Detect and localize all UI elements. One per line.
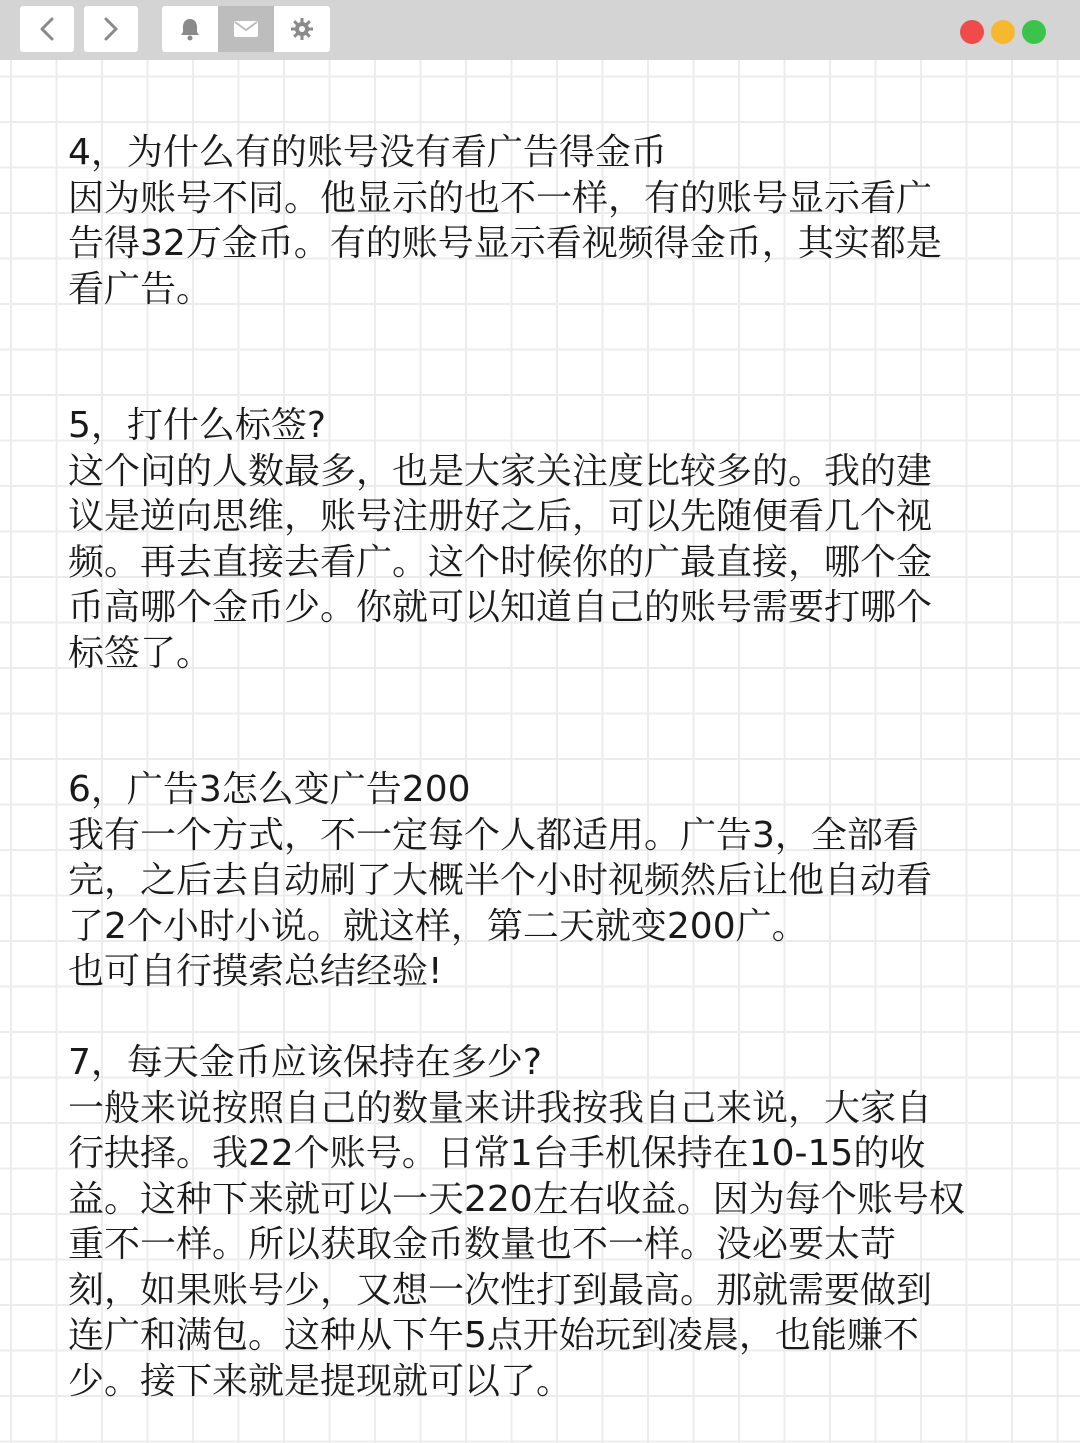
section-title: 6，广告3怎么变广告200 [68, 769, 471, 810]
back-button[interactable] [20, 6, 74, 52]
body-line: 看广告。 [68, 268, 213, 310]
close-window-button[interactable] [960, 20, 984, 44]
note-content [68, 130, 1028, 1404]
gear-icon [290, 17, 314, 41]
body-line: 频。再去直接去看广。这个时候你的广最直接，哪个金 [68, 541, 933, 583]
maximize-window-button[interactable] [1022, 20, 1046, 44]
faq-section-5 [68, 403, 1028, 676]
minimize-window-button[interactable] [991, 20, 1015, 44]
mail-icon [233, 19, 259, 39]
bell-icon [179, 17, 201, 41]
body-line: 一般来说按照自己的数量来讲我按我自己来说，大家自 [68, 1087, 933, 1129]
body-line: 了2个小时小说。就这样，第二天就变200广。 [68, 905, 808, 947]
body-line: 标签了。 [68, 632, 213, 674]
chevron-left-icon [37, 16, 57, 42]
settings-button[interactable] [274, 6, 330, 52]
body-line: 连广和满包。这种从下午5点开始玩到凌晨，也能赚不 [68, 1315, 919, 1356]
tool-group [162, 6, 330, 52]
body-line: 重不一样。所以获取金币数量也不一样。没必要太苛 [68, 1224, 897, 1265]
notifications-button[interactable] [162, 6, 218, 52]
body-line: 这个问的人数最多，也是大家关注度比较多的。我的建 [68, 450, 933, 492]
faq-section-4 [68, 130, 1028, 312]
section-title: 5，打什么标签? [68, 405, 327, 446]
top-toolbar [0, 0, 1080, 60]
body-line: 少。接下来就是提现就可以了。 [68, 1360, 573, 1402]
forward-button[interactable] [84, 6, 138, 52]
body-line: 完，之后去自动刷了大概半个小时视频然后让他自动看 [68, 860, 933, 901]
faq-section-7 [68, 1040, 1028, 1404]
body-line: 告得32万金币。有的账号显示看视频得金币，其实都是 [68, 223, 942, 264]
chevron-right-icon [101, 16, 121, 42]
body-line: 也可自行摸索总结经验! [68, 951, 443, 992]
body-line: 议是逆向思维，账号注册好之后，可以先随便看几个视 [68, 496, 933, 537]
mail-button[interactable] [218, 6, 274, 52]
window-controls [960, 20, 1046, 44]
body-line: 行抉择。我22个账号。日常1台手机保持在10-15的收 [68, 1133, 926, 1174]
body-line: 币高哪个金币少。你就可以知道自己的账号需要打哪个 [68, 587, 933, 628]
body-line: 益。这种下来就可以一天220左右收益。因为每个账号权 [68, 1178, 965, 1220]
body-line: 我有一个方式，不一定每个人都适用。广告3，全部看 [68, 814, 919, 856]
section-title: 4，为什么有的账号没有看广告得金币 [68, 132, 667, 173]
body-line: 因为账号不同。他显示的也不一样，有的账号显示看广 [68, 177, 933, 219]
section-title: 7，每天金币应该保持在多少? [68, 1042, 543, 1083]
body-line: 刻，如果账号少，又想一次性打到最高。那就需要做到 [68, 1269, 933, 1311]
faq-section-6 [68, 767, 1028, 995]
